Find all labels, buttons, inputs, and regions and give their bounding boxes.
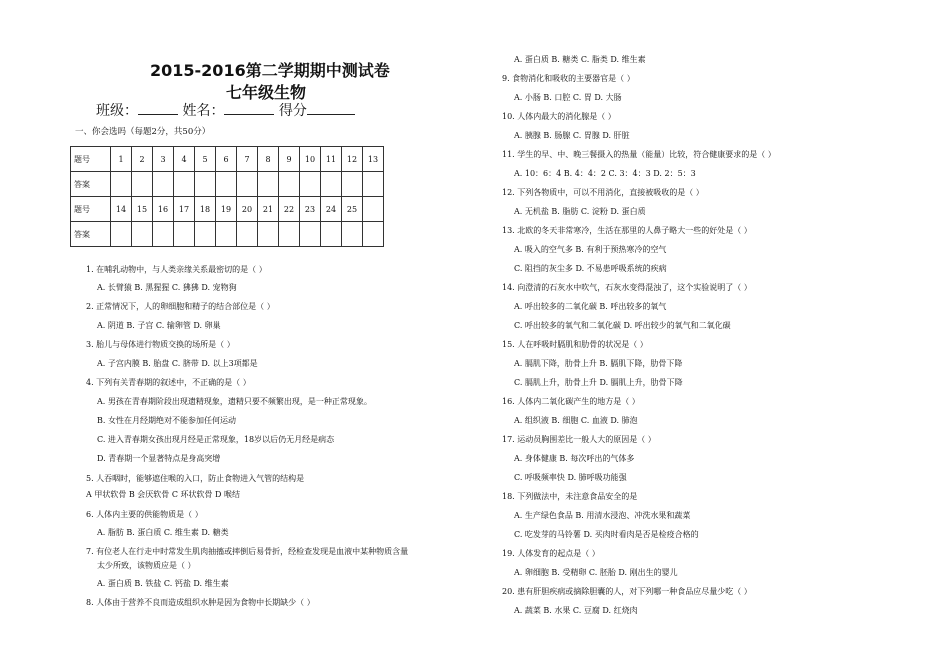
answer-cell[interactable] <box>174 172 195 197</box>
answer-cell[interactable] <box>153 172 174 197</box>
q-number: 22 <box>279 197 300 222</box>
answer-cell[interactable] <box>321 222 342 247</box>
answer-cell[interactable] <box>111 222 132 247</box>
option-line: C. 呼吸频率快 D. 肺呼吸功能强 <box>514 473 627 482</box>
exam-title: 2015-2016第二学期期中测试卷 <box>150 61 390 80</box>
name-blank[interactable] <box>224 114 274 115</box>
question-line: 9. 食物消化和吸收的主要器官是（ ） <box>502 74 635 83</box>
option-line: A. 蛋白质 B. 糖类 C. 脂类 D. 维生素 <box>514 55 646 64</box>
answer-cell[interactable] <box>363 222 384 247</box>
name-label: 姓名： <box>182 103 225 119</box>
exam-subtitle: 七年级生物 <box>226 83 307 102</box>
q-number: 3 <box>153 147 174 172</box>
class-label: 班级： <box>96 103 138 119</box>
answer-cell[interactable] <box>237 222 258 247</box>
table-row <box>71 222 384 247</box>
question-line: 15. 人在呼吸时膈肌和肋骨的状况是（ ） <box>502 340 648 349</box>
score-blank[interactable] <box>307 114 355 115</box>
question-line: 14. 向澄清的石灰水中吹气，石灰水变得混浊了，这个实验说明了（ ） <box>502 283 752 292</box>
question-line: 17. 运动员胸围差比一般人大的原因是（ ） <box>502 435 656 444</box>
q-number: 4 <box>174 147 195 172</box>
option-line: A. 膈肌下降，肋骨上升 B. 膈肌下降，肋骨下降 <box>514 359 683 368</box>
answer-cell[interactable] <box>363 172 384 197</box>
q-number: 9 <box>279 147 300 172</box>
q-number: 8 <box>258 147 279 172</box>
option-line: C. 呼出较多的氧气和二氧化碳 D. 呼出较少的氧气和二氧化碳 <box>514 321 731 330</box>
answer-cell[interactable] <box>216 172 237 197</box>
q-number: 5 <box>195 147 216 172</box>
question-line-cont: 太少所致，该物质应是（ ） <box>97 561 196 570</box>
question-line: 1. 在哺乳动物中，与人类亲缘关系最密切的是（ ） <box>86 265 267 274</box>
answer-cell[interactable] <box>132 222 153 247</box>
answer-cell[interactable] <box>321 172 342 197</box>
option-line: A. 脂肪 B. 蛋白质 C. 维生素 D. 糖类 <box>97 528 229 537</box>
q-number: 15 <box>132 197 153 222</box>
q-number: 6 <box>216 147 237 172</box>
empty-cell <box>363 197 384 222</box>
answer-cell[interactable] <box>216 222 237 247</box>
q-number: 17 <box>174 197 195 222</box>
answer-cell[interactable] <box>195 222 216 247</box>
table-row <box>71 147 384 172</box>
answer-table <box>70 146 384 247</box>
option-line: C. 膈肌上升，肋骨上升 D. 膈肌上升，肋骨下降 <box>514 378 683 387</box>
option-line: A. 卵细胞 B. 受精卵 C. 胚胎 D. 刚出生的婴儿 <box>514 568 678 577</box>
question-line: 3. 胎儿与母体进行物质交换的场所是（ ） <box>86 340 235 349</box>
table-row <box>71 197 384 222</box>
question-line: 4. 下列有关青春期的叙述中，不正确的是（ ） <box>86 378 251 387</box>
answer-cell[interactable] <box>279 222 300 247</box>
option-line: C. 进入青春期女孩出现月经是正常现象，18岁以后仍无月经是病态 <box>97 435 335 444</box>
answer-cell[interactable] <box>279 172 300 197</box>
answer-cell[interactable] <box>300 172 321 197</box>
q-number: 1 <box>111 147 132 172</box>
option-line: A. 子宫内膜 B. 胎盘 C. 脐带 D. 以上3项都是 <box>97 359 258 368</box>
question-line: 5. 人吞咽时，能够遮住喉的入口，防止食物进入气管的结构是 <box>86 474 305 483</box>
q-number: 18 <box>195 197 216 222</box>
option-line: A. 身体健康 B. 每次呼出的气体多 <box>514 454 635 463</box>
q-number: 12 <box>342 147 363 172</box>
answer-cell[interactable] <box>237 172 258 197</box>
table-row <box>71 172 384 197</box>
question-line: 12. 下列各物质中，可以不用消化，直接被吸收的是（ ） <box>502 188 704 197</box>
q-number: 13 <box>363 147 384 172</box>
q-number: 19 <box>216 197 237 222</box>
q-number: 21 <box>258 197 279 222</box>
q-number: 11 <box>321 147 342 172</box>
question-line: 11. 学生的早、中、晚三餐摄入的热量（能量）比较，符合健康要求的是（ ） <box>502 150 776 159</box>
option-line: A 甲状软骨 B 会厌软骨 C 环状软骨 D 喉结 <box>86 490 240 499</box>
question-line: 6. 人体内主要的供能物质是（ ） <box>86 510 203 519</box>
question-line: 2. 正常情况下，人的卵细胞和精子的结合部位是（ ） <box>86 302 275 311</box>
class-blank[interactable] <box>138 114 178 115</box>
question-line: 16. 人体内二氧化碳产生的地方是（ ） <box>502 397 640 406</box>
option-line: A. 吸入的空气多 B. 有利于预热寒冷的空气 <box>514 245 667 254</box>
row-label: 答案 <box>71 222 111 247</box>
option-line: B. 女性在月经期绝对不能参加任何运动 <box>97 416 236 425</box>
question-line: 8. 人体由于营养不良而造成组织水肿是因为食物中长期缺少（ ） <box>86 598 315 607</box>
section-heading: 一、你会选吗（每题2分，共50分） <box>75 127 211 137</box>
option-line: A. 组织液 B. 细胞 C. 血液 D. 肺泡 <box>514 416 638 425</box>
option-line: D. 青春期一个显著特点是身高突增 <box>97 454 221 463</box>
option-line: A. 胰腺 B. 肠腺 C. 胃腺 D. 肝脏 <box>514 131 630 140</box>
option-line: A. 10：6：4 B. 4：4：2 C. 3：4：3 D. 2：5：3 <box>514 169 696 178</box>
option-line: A. 生产绿色食品 B. 用清水浸泡、冲洗水果和蔬菜 <box>514 511 691 520</box>
row-label: 题号 <box>71 197 111 222</box>
option-line: A. 蔬菜 B. 水果 C. 豆腐 D. 红烧肉 <box>514 606 638 615</box>
option-line: A. 小肠 B. 口腔 C. 胃 D. 大肠 <box>514 93 622 102</box>
answer-cell[interactable] <box>342 172 363 197</box>
q-number: 20 <box>237 197 258 222</box>
option-line: A. 阴道 B. 子宫 C. 输卵管 D. 卵巢 <box>97 321 221 330</box>
answer-cell[interactable] <box>111 172 132 197</box>
option-line: A. 长臂猿 B. 黑猩猩 C. 狒狒 D. 宠物狗 <box>97 283 237 292</box>
q-number: 23 <box>300 197 321 222</box>
question-line: 10. 人体内最大的消化腺是（ ） <box>502 112 616 121</box>
option-line: C. 阻挡的灰尘多 D. 不易患呼吸系统的疾病 <box>514 264 667 273</box>
answer-cell[interactable] <box>258 172 279 197</box>
q-number: 2 <box>132 147 153 172</box>
option-line: A. 蛋白质 B. 铁盐 C. 钙盐 D. 维生素 <box>97 579 229 588</box>
q-number: 25 <box>342 197 363 222</box>
q-number: 16 <box>153 197 174 222</box>
row-label: 题号 <box>71 147 111 172</box>
q-number: 14 <box>111 197 132 222</box>
answer-cell[interactable] <box>300 222 321 247</box>
answer-cell[interactable] <box>258 222 279 247</box>
answer-cell[interactable] <box>195 172 216 197</box>
row-label: 答案 <box>71 172 111 197</box>
score-label: 得分 <box>278 103 307 119</box>
q-number: 24 <box>321 197 342 222</box>
question-line: 13. 北欧的冬天非常寒冷，生活在那里的人鼻子略大一些的好处是（ ） <box>502 226 752 235</box>
question-line: 20. 患有肝胆疾病或摘除胆囊的人，对下列哪一种食品应尽量少吃（ ） <box>502 587 752 596</box>
student-info <box>96 100 355 120</box>
q-number: 7 <box>237 147 258 172</box>
q-number: 10 <box>300 147 321 172</box>
option-line: C. 吃发芽的马铃薯 D. 买肉时看肉是否是检疫合格的 <box>514 530 699 539</box>
option-line: A. 无机盐 B. 脂肪 C. 淀粉 D. 蛋白质 <box>514 207 646 216</box>
answer-cell[interactable] <box>132 172 153 197</box>
question-line: 18. 下列做法中，未注意食品安全的是 <box>502 492 638 501</box>
answer-cell[interactable] <box>153 222 174 247</box>
question-line: 19. 人体发育的起点是（ ） <box>502 549 600 558</box>
question-line: 7. 有位老人在行走中时常发生肌肉抽搐或摔倒后易骨折，经检查发现是血液中某种物质含量 <box>86 547 409 556</box>
answer-cell[interactable] <box>342 222 363 247</box>
option-line: A. 呼出较多的二氧化碳 B. 呼出较多的氧气 <box>514 302 667 311</box>
option-line: A. 男孩在青春期阶段出现遗精现象，遗精只要不频繁出现，是一种正常现象。 <box>97 397 372 406</box>
answer-cell[interactable] <box>174 222 195 247</box>
